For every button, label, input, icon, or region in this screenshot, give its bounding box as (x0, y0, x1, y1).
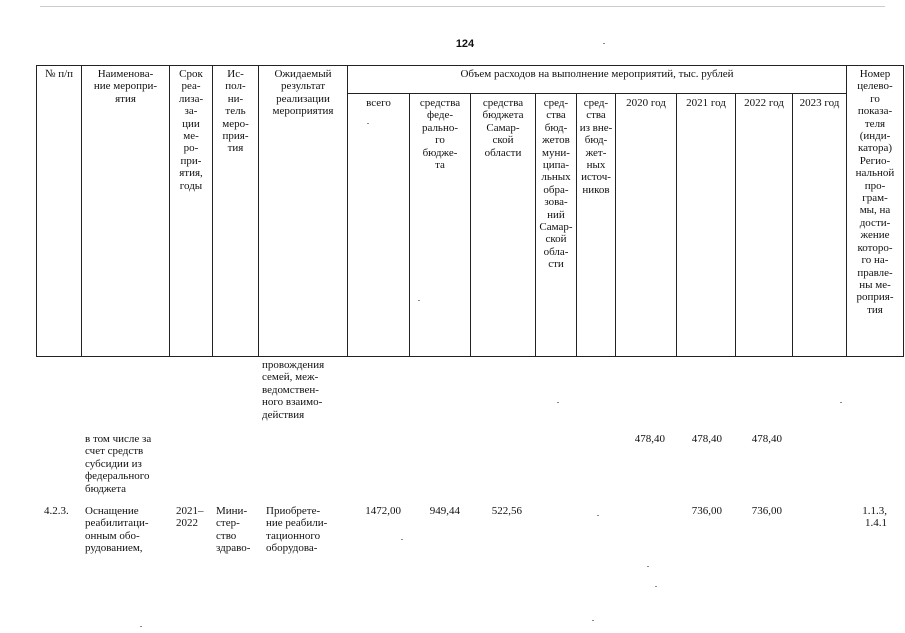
header-2023: 2023 год (799, 97, 840, 109)
row-sub-2021: 478,40 (691, 433, 722, 445)
page-number: 124 (455, 38, 475, 50)
header-regional: средства бюджета Самар- ской области (482, 97, 524, 159)
continued-expected-result: провождения семей, меж- ведомствен- ного взаимо- действия (262, 359, 325, 421)
header-total: всего (366, 97, 391, 109)
row-item-regional: 522,56 (491, 505, 522, 517)
header-2022: 2022 год (744, 97, 784, 109)
header-2020: 2020 год (626, 97, 666, 109)
grid-expenses-sub (347, 93, 846, 94)
row-item-2022: 736,00 (751, 505, 782, 517)
header-term: Срок реа- лиза- за- ции ме- ро- при- ятия, годы (178, 68, 204, 192)
row-item-total: 1472,00 (365, 505, 401, 517)
header-executor: Ис- пол- ни- тель меро- прия- тия (222, 68, 249, 155)
header-federal: средства феде- рально- го бюдже- та (419, 97, 461, 172)
header-expenses: Объем расходов на выполнение мероприятий, тыс. рублей (460, 68, 734, 80)
header-2021: 2021 год (686, 97, 726, 109)
grid-top (36, 65, 904, 66)
header-municipal: сред- ства бюд- жетов муни- ципа- льных обра- зова- ний Самар- ской обла- сти (539, 97, 573, 271)
header-name: Наименова- ние меропри- ятия (93, 68, 158, 105)
header-expected-result: Ожидаемый результат реализации мероприятия (272, 68, 334, 118)
row-item-number: 4.2.3. (44, 505, 69, 517)
row-item-term: 2021– 2022 (176, 505, 204, 530)
row-item-federal: 949,44 (429, 505, 460, 517)
row-sub-2022: 478,40 (751, 433, 782, 445)
scan-top-edge (40, 6, 885, 7)
row-item-result: Приобрете- ние реабили- тационного оборудова- (266, 505, 328, 555)
header-number: № п/п (44, 68, 74, 80)
row-sub-name: в том числе за счет средств субсидии из федерального бюджета (85, 433, 152, 495)
row-item-name: Оснащение реабилитаци- онным обо- рудованием, (85, 505, 149, 555)
row-item-executor: Мини- стер- ство здраво- (216, 505, 251, 555)
header-indicator: Номер целево- го показа- теля (инди- катора) Регио- нальной про- грам- мы, на дости- жение которо- го на- правле- ны ме- роприя- тия (855, 68, 895, 316)
row-item-indicator: 1.1.3, 1.4.1 (862, 505, 887, 530)
header-extrabudget: сред- ства из вне- бюд- жет- ных источ- ников (579, 97, 613, 196)
row-sub-2020: 478,40 (634, 433, 665, 445)
row-item-2021: 736,00 (691, 505, 722, 517)
